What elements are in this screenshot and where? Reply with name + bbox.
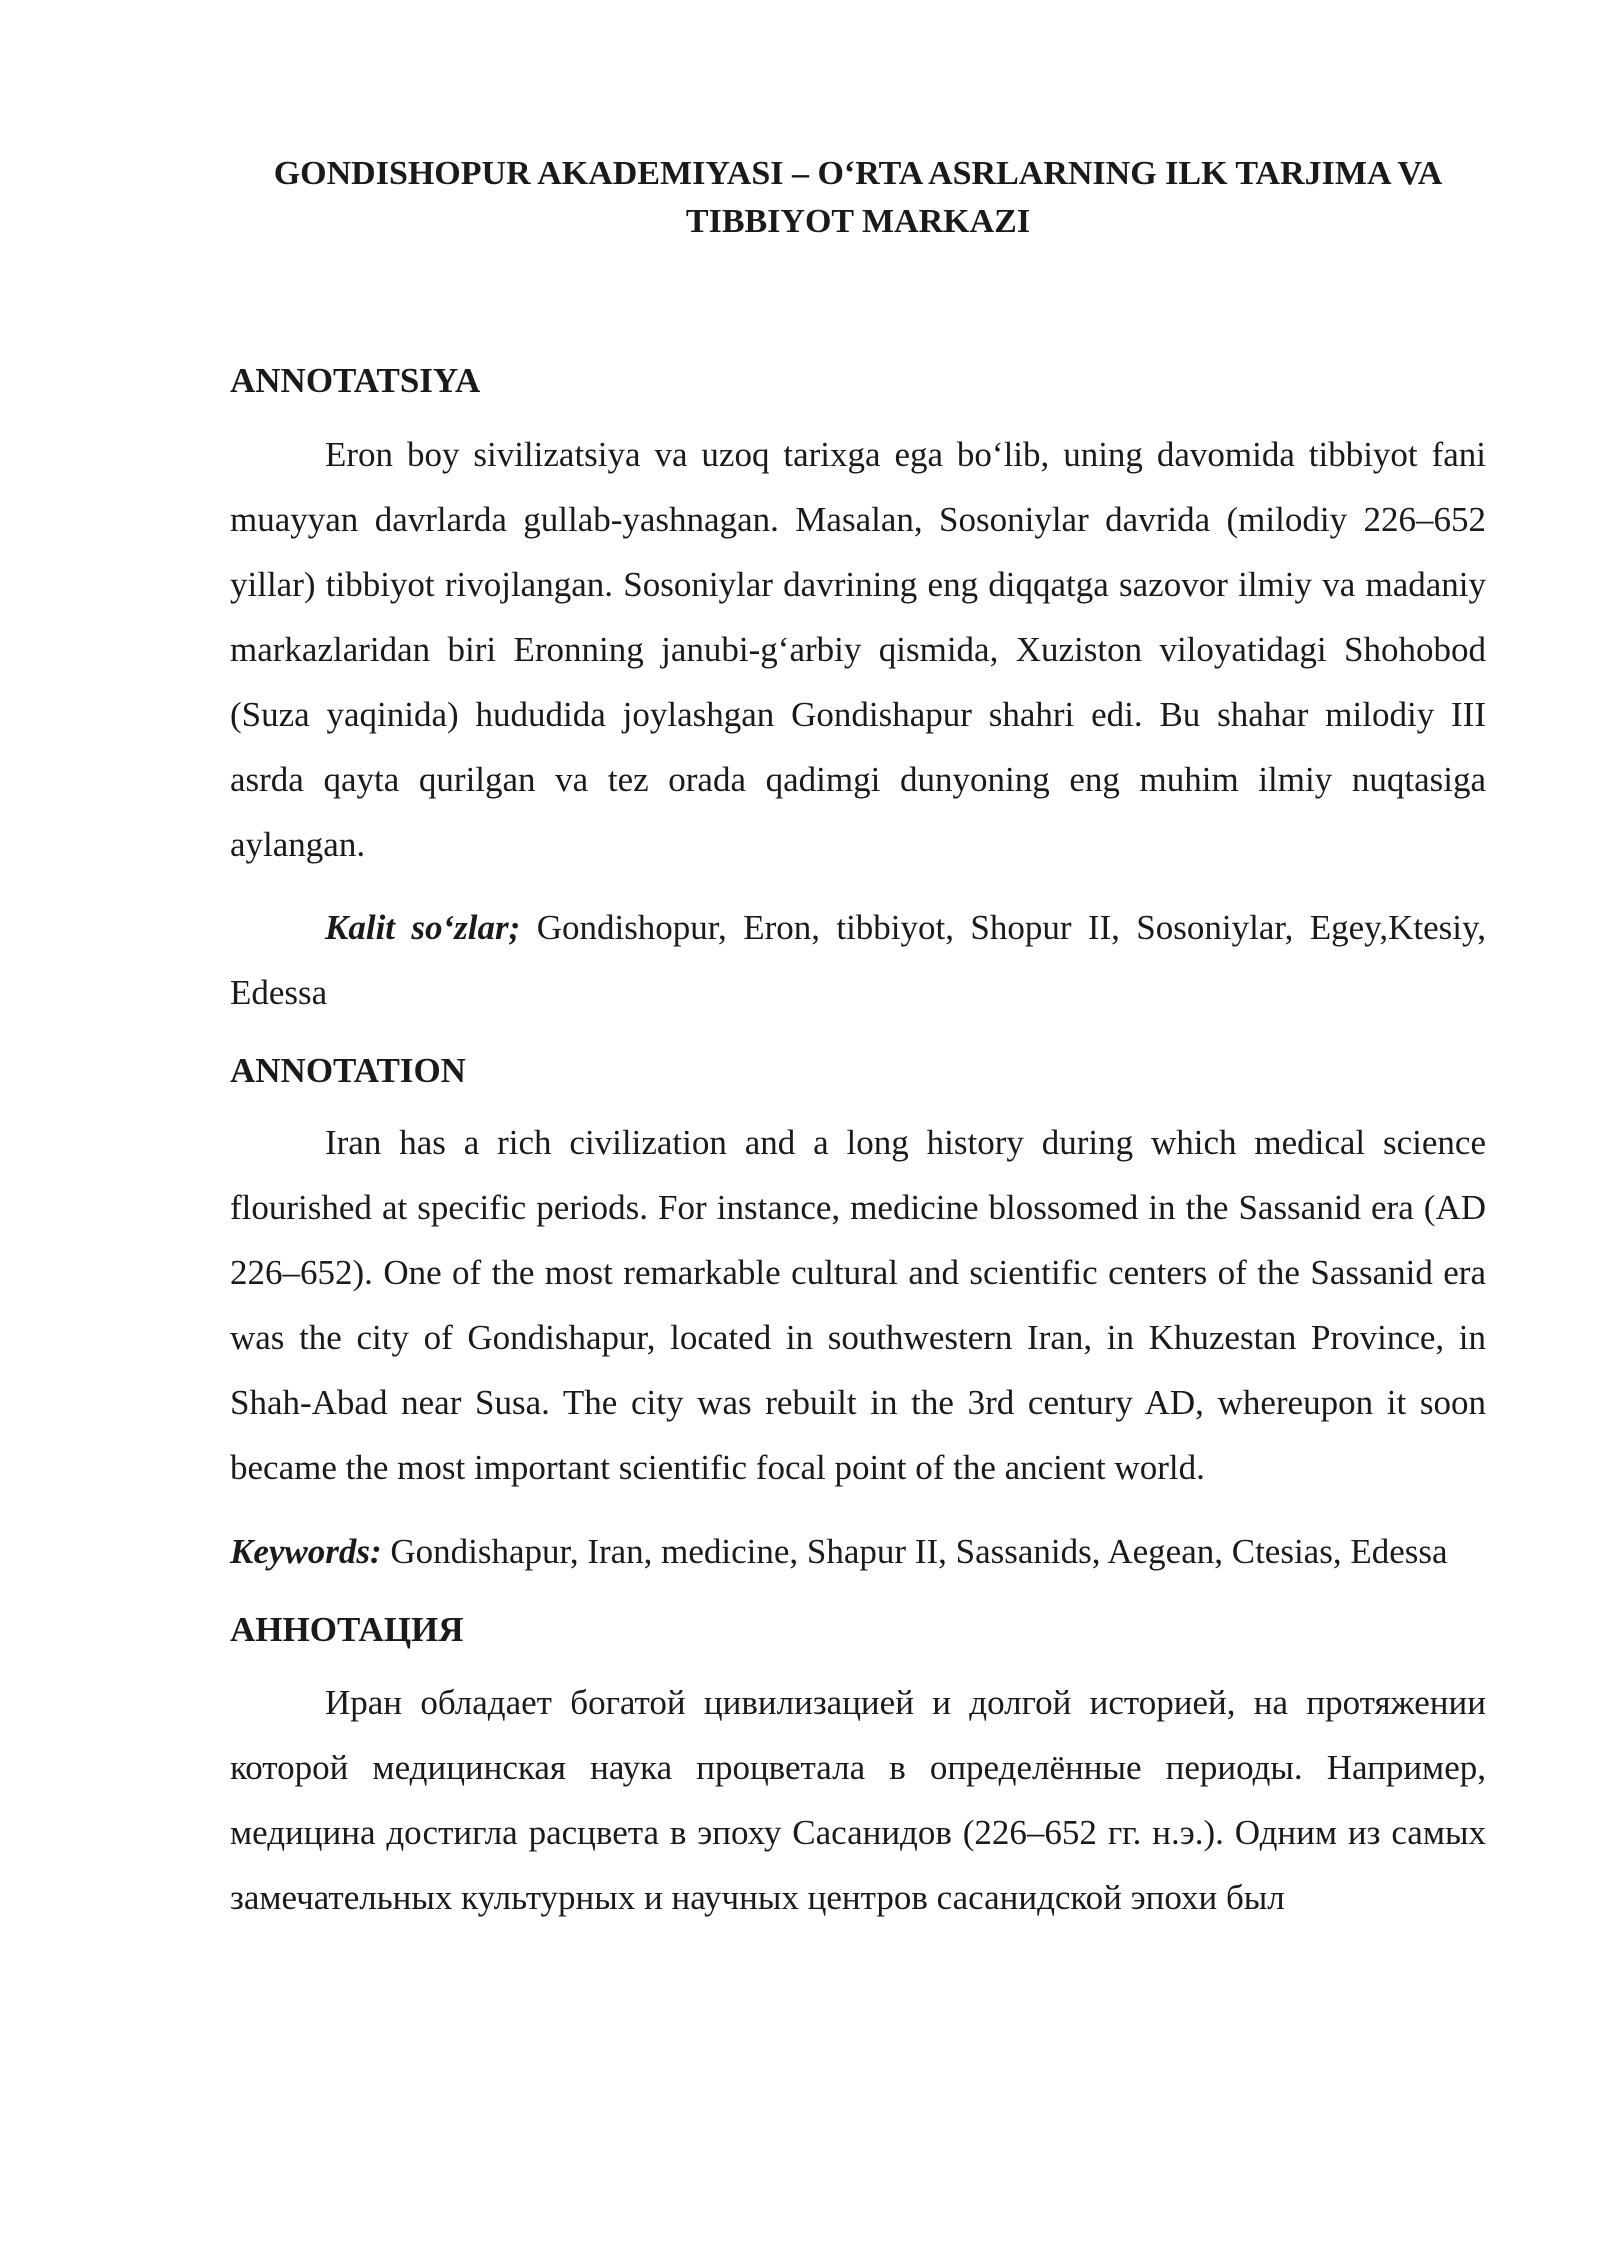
annotation-paragraph: Iran has a rich civilization and a long history during which medical science flourished at specific periods. For instance, medicine blossomed in the Sassanid era (AD 226–652). One of the most remarkable cultural and scientific centers of the Sassanid era was the city of Gondishapur, located in southwestern Iran, in Khuzestan Province, in Shah-Abad near Susa. The city was rebuilt in the 3rd century AD, whereupon it soon became the most important scientific focal point of the ancient world. <box>230 1123 1486 1487</box>
annotatsiya-paragraph: Eron boy sivilizatsiya va uzoq tarixga ega bo‘lib, uning davomida tibbiyot fani muayyan davrlarda gullab-yashnagan. Masalan, Sosoniylar davrida (milodiy 226–652 yillar) tibbiyot rivojlangan. Sosoniylar davrining eng diqqatga sazovor ilmiy va madaniy markazlaridan biri Eronning janubi-g‘arbiy qismida, Xuziston viloyatidagi Shohobod (Suza yaqinida) hududida joylashgan Gondishapur shahri edi. Bu shahar milodiy III asrda qayta qurilgan va tez orada qadimgi dunyoning eng muhim ilmiy nuqtasiga aylangan. <box>230 435 1486 864</box>
paper-page <box>230 150 1486 1930</box>
english-keywords <box>230 1519 1486 1584</box>
paper-title: GONDISHOPUR AKADEMIYASI – O‘RTA ASRLARNING ILK TARJIMA VA TIBBIYOT MARKAZI <box>273 155 1443 240</box>
annotaciya-paragraph: Иран обладает богатой цивилизацией и долгой историей, на протяжении которой медицинская наука процветала в определённые периоды. Например, медицина достигла расцвета в эпоху Сасанидов (226–652 гг. н.э.). Одним из самых замечательных культурных и научных центров сасанидской эпохи был <box>230 1683 1486 1917</box>
annotaciya-heading: АННОТАЦИЯ <box>230 1610 464 1649</box>
annotation-heading: ANNOTATION <box>230 1051 466 1090</box>
uzbek-keywords <box>230 895 1486 1025</box>
annotatsiya-heading: ANNOTATSIYA <box>230 361 481 400</box>
uzbek-keywords-label: Kalit so‘zlar; <box>325 908 521 947</box>
english-keywords-label: Keywords: <box>230 1532 382 1571</box>
english-keywords-list: Gondishapur, Iran, medicine, Shapur II, Sassanids, Aegean, Ctesias, Edessa <box>390 1532 1448 1571</box>
uzbek-keywords-list: Gondishopur, Eron, tibbiyot, Shopur II, Sosoniylar, Egey,Ktesiy, Edessa <box>230 908 1487 1012</box>
